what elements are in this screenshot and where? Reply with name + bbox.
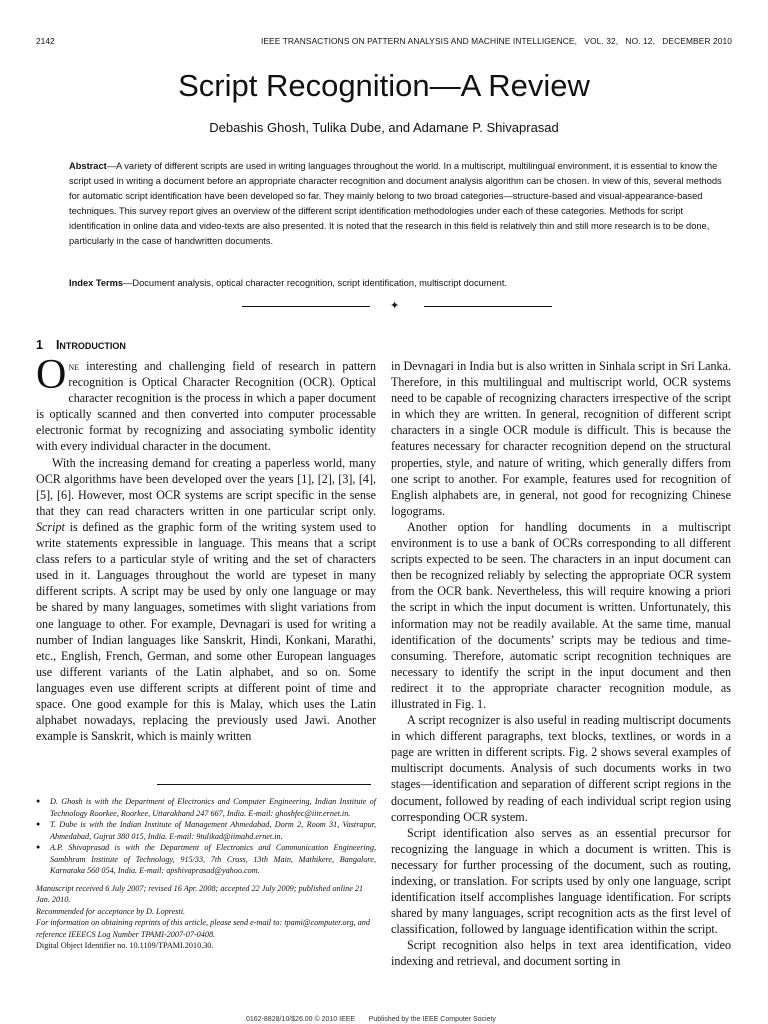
section-heading <box>36 338 126 352</box>
manuscript-dates: Manuscript received 6 July 2007; revised 16 Apr. 2008; accepted 22 July 2009; published online 21 Jan. 2010. <box>36 883 364 904</box>
doi: Digital Object Identifier no. 10.1109/TPAMI.2010.30. <box>36 941 214 950</box>
drop-cap: O <box>36 352 67 398</box>
recommended-by: Recommended for acceptance by D. Lopresti. <box>36 906 186 916</box>
page-number: 2142 <box>36 36 55 46</box>
section-number: 1 <box>36 338 43 352</box>
author-list: Debashis Ghosh, Tulika Dube, and Adamane P. Shivaprasad <box>209 120 559 135</box>
abstract <box>69 159 733 249</box>
footnotes <box>36 796 376 952</box>
separator-diamond-icon: ✦ <box>390 300 400 312</box>
reprints-info: For information on obtaining reprints of this article, please send e-mail to: tpami@computer.org, and reference IEEECS Log Number TPAMI-2007-07-0408. <box>36 918 370 939</box>
paragraph: Script identification also serves as an essential precursor for recognizing the language in which a document is written. This is necessary for further processing of the document, such as routing, indexing, or translation. For scripts used by only one language, script identification itself accomplishes language identification. For scripts shared by many languages, script recognition acts as the first level of classification, followed by language identification within the script. <box>391 825 731 937</box>
running-head <box>36 36 732 50</box>
section-separator <box>242 299 552 313</box>
footnote-affiliation: ● A.P. Shivaprasad is with the Department of Electronics and Communication Engineering, Sambhram Institute of Technology, 915/33, 7th Cross, 13th Main, Mathikere, Bangalore, Karnataka 560 054, India. E-mail: apshivaprasad@yahoo.com. <box>36 842 376 877</box>
term-script: Script <box>36 519 65 534</box>
footnote-affiliation: ● T. Dube is with the Indian Institute of Management Ahmedabad, Dorm 2, Room 31, Vastrapur, Ahmedabad, Gujrat 380 015, India. E-mail: 9tulikad@iimahd.ernet.in. <box>36 819 376 842</box>
abstract-label: Abstract <box>69 161 107 171</box>
paragraph-text: is defined as the graphic form of the writing system used to write statements expressible in language. This means that a script class refers to a particular style of writing and the set of characters used in it. Languages throughout the world are typeset in many different scripts. A script may be used by only one language or may be shared by many languages, sometimes with slight variations from one language to other. For example, Devnagari is used for writing a number of Indian languages like Sanskrit, Hindi, Konkani, Marathi, etc., English, French, German, and some other European languages use different variants of the Latin alphabet, and so on. Some languages even use different scripts at different point of time and space. One good example for this is Malay, which uses the Latin alphabet nowadays, replacing the previously used Jawi. Another example is Sanskrit, which is mainly written <box>36 519 376 744</box>
index-terms-label: Index Terms <box>69 278 124 288</box>
separator-line-left <box>242 306 370 307</box>
section-title: Introduction <box>55 338 126 352</box>
paragraph: Script recognition also helps in text area identification, video indexing and retrieval, and document sorting in <box>391 938 731 969</box>
paragraph: in Devnagari in India but is also written in Sinhala script in Sri Lanka. Therefore, in this multilingual and multiscript world, OCR systems need to be capable of recognizing characters irrespective of the script in which they are written. In general, recognition of different script characters in a single OCR module is difficult. This is because the features necessary for character recognition depend on the structural properties, style, and nature of writing, which generally differs from one script to another. For example, features used for recognition of English alphabets are, in general, not good for recognizing Chinese logograms. <box>391 359 731 518</box>
paragraph-text: With the increasing demand for creating a paperless world, many OCR algorithms have been developed over the years [1], [2], [3], [4], [5], [6]. However, most OCR systems are script specific in the sense that they can read characters written in one particular script only. <box>36 455 376 518</box>
copyright-line: 0162-8828/10/$26.00 © 2010 IEEE Published by the IEEE Computer Society <box>246 1016 496 1023</box>
right-column <box>391 358 731 970</box>
separator-line-right <box>424 306 552 307</box>
paragraph-text: interesting and challenging field of research in pattern recognition is Optical Character Recognition (OCR). Optical character recognition is the process in which a paper document is optically scanned and then converted into computer processable electronic format by recognizing and associating symbolic identity with every individual character in the document. <box>36 359 376 454</box>
footnote-rule <box>157 784 371 785</box>
journal-title: IEEE TRANSACTIONS ON PATTERN ANALYSIS AND MACHINE INTELLIGENCE, VOL. 32, NO. 12, DECEMBER 2010 <box>260 36 732 46</box>
paper-title: Script Recognition—A Review <box>178 68 590 103</box>
paragraph: Another option for handling documents in a multiscript environment is to use a bank of OCRs corresponding to all different scripts expected to be seen. The characters in an input document can then be recognized reliably by selecting the appropriate OCR system from the OCR bank. Nevertheless, this will require knowing a priori the script in which the input document is written. Unfortunately, this information may not be readily available. At the same time, manual identification of the documents’ scripts may be tedious and time-consuming. Therefore, automatic script recognition techniques are necessary to identify the script in the input document and then redirect it to the appropriate character recognition module, as illustrated in Fig. 1. <box>391 519 731 711</box>
paragraph <box>36 352 376 455</box>
footnote-affiliation: ● D. Ghosh is with the Department of Electronics and Computer Engineering, Indian Institute of Technology Roorkee, Roorkee, Uttarakhand 247 667, India. E-mail: ghoshfec@iitr.ernet.in. <box>36 796 376 819</box>
abstract-text: —A variety of different scripts are used in writing languages throughout the world. In a multiscript, multilingual environment, it is essential to know the script used in writing a document before an appropriate character recognition and document analysis algorithm can be chosen. In view of this, several methods for automatic script identification have been developed so far. They mainly belong to two broad categories—structure-based and visual-appearance-based techniques. This survey report gives an overview of the different script identification methodologies under each of these categories. Methods for script identification in online data and video-texts are also presented. It is noted that the research in this field is relatively thin and still more research is to be done, particularly in the case of handwritten documents. <box>69 161 722 246</box>
left-column <box>36 352 376 744</box>
index-terms <box>69 276 733 291</box>
index-terms-text: —Document analysis, optical character recognition, script identification, multiscript document. <box>123 278 508 288</box>
paragraph <box>36 455 376 745</box>
paragraph: A script recognizer is also useful in reading multiscript documents in which different paragraphs, text blocks, textlines, or words in a page are written in different scripts. Fig. 2 shows several examples of multiscript documents. Analysis of such documents works in two stages—identification and separation of different script regions in the document, followed by reading of each individual script region using corresponding OCR system. <box>391 713 731 824</box>
lead-in: ne <box>68 359 80 373</box>
